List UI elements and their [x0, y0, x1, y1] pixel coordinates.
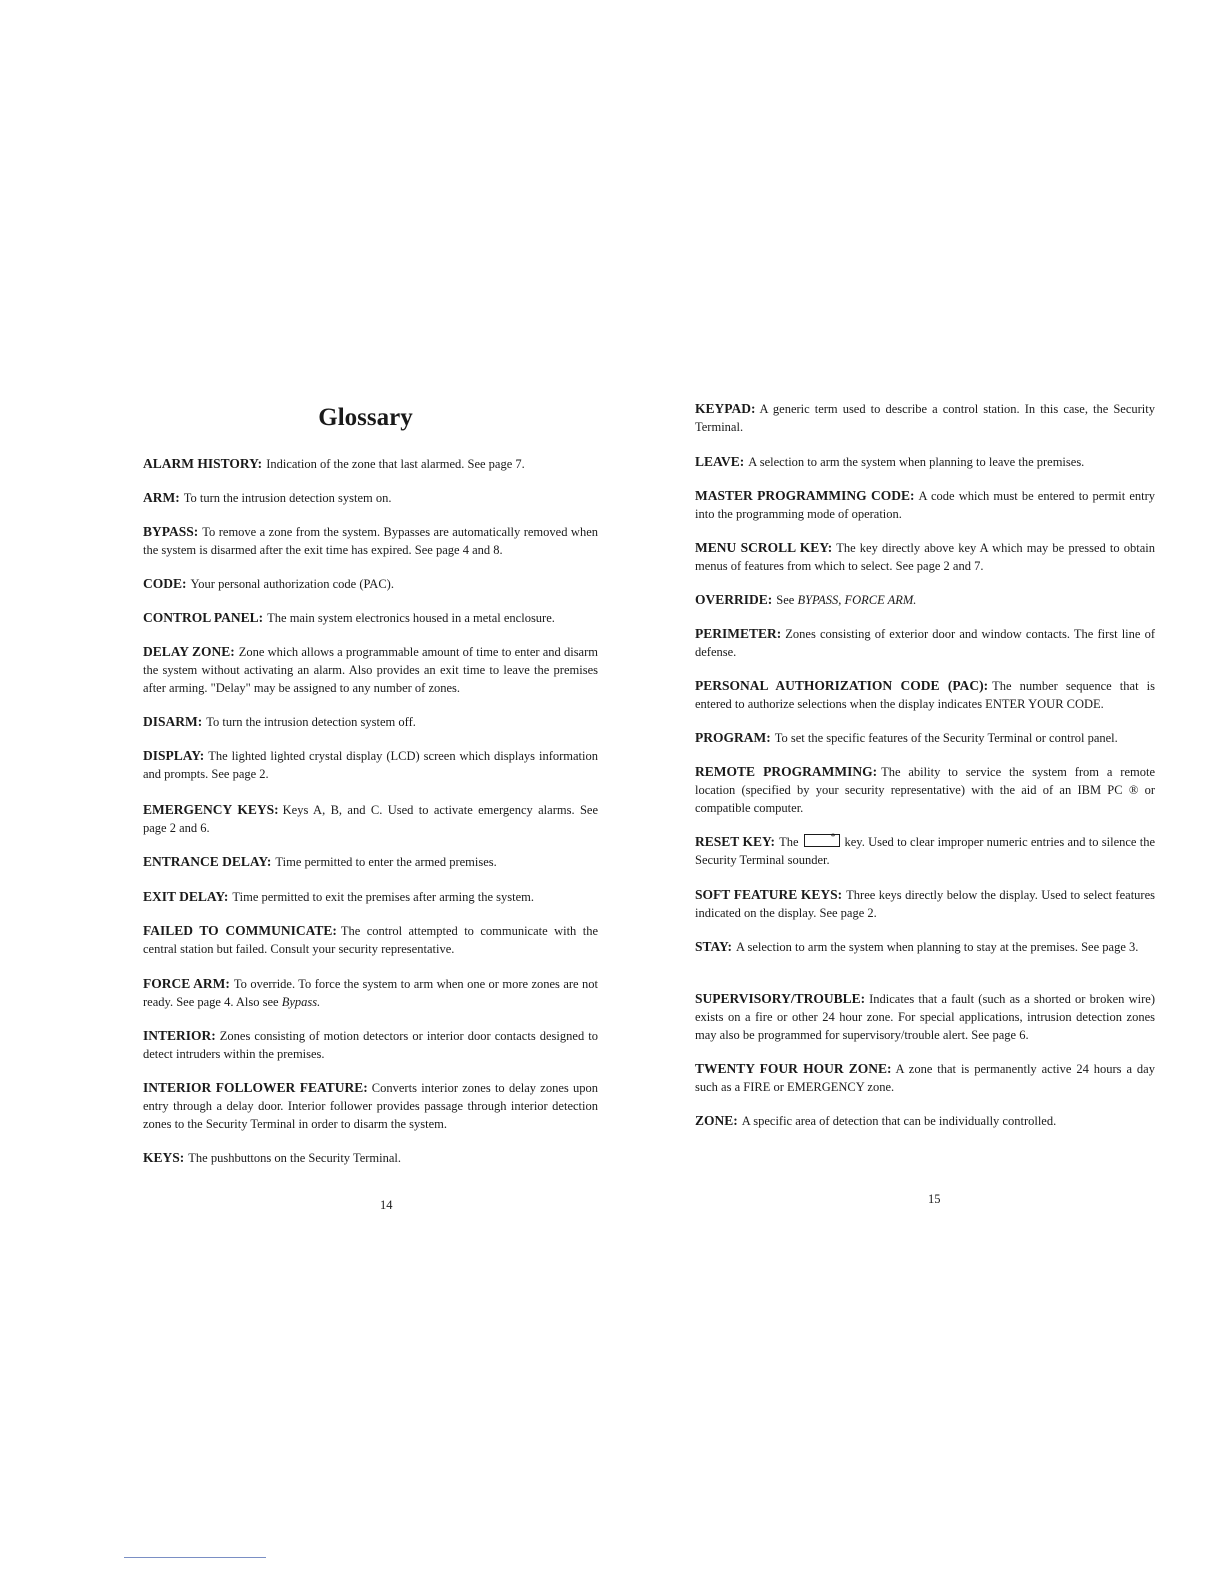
glossary-entry-force-arm [143, 975, 598, 1011]
glossary-term: INTERIOR: [143, 1028, 216, 1043]
glossary-term: KEYS: [143, 1150, 185, 1165]
glossary-term: STAY: [695, 939, 733, 954]
glossary-entry-master-programming-code [695, 487, 1155, 523]
glossary-entry-personal-authorization-code [695, 677, 1155, 713]
glossary-definition: Time permitted to enter the armed premises. [275, 855, 497, 869]
glossary-definition: Keys A, B, and C. Used to activate emergency alarms. See page 2 and 6. [143, 803, 598, 835]
glossary-definition: The key directly above key A which may be pressed to obtain menus of features from which to select. See page 2 and 7. [695, 541, 1155, 573]
glossary-title: Glossary [318, 404, 413, 431]
glossary-definition: A code which must be entered to permit entry into the programming mode of operation. [695, 489, 1155, 521]
glossary-definition: A selection to arm the system when planning to stay at the premises. See page 3. [736, 940, 1139, 954]
glossary-term: MENU SCROLL KEY: [695, 540, 833, 555]
glossary-definition: Zone which allows a programmable amount of time to enter and disarm the system without activating an alarm. Also provides an exit time to leave the premises after arming. "Delay" may be assigned to any number of zones. [143, 645, 598, 695]
glossary-entry-failed-to-communicate [143, 922, 598, 958]
glossary-definition: To remove a zone from the system. Bypasses are automatically removed when the system is disarmed after the exit time has expired. See page 4 and 8. [143, 525, 598, 557]
glossary-term: INTERIOR FOLLOWER FEATURE: [143, 1080, 368, 1095]
glossary-entry-reset-key [695, 833, 1155, 869]
footer-rule [124, 1557, 266, 1558]
glossary-definition: To set the specific features of the Security Terminal or control panel. [774, 731, 1118, 745]
glossary-term: REMOTE PROGRAMMING: [695, 764, 878, 779]
glossary-cross-reference: Bypass. [281, 995, 321, 1009]
glossary-entry-soft-feature-keys [695, 886, 1155, 922]
glossary-term: EXIT DELAY: [143, 889, 229, 904]
glossary-entry-keypad [695, 400, 1155, 436]
glossary-entry-exit-delay [143, 888, 598, 906]
glossary-definition: To override. To force the system to arm when one or more zones are not ready. See page 4. Also see [143, 977, 598, 1009]
glossary-entry-leave [695, 453, 1155, 471]
glossary-term: TWENTY FOUR HOUR ZONE: [695, 1061, 892, 1076]
glossary-definition: Zones consisting of exterior door and window contacts. The first line of defense. [695, 627, 1155, 659]
glossary-entry-control-panel [143, 609, 598, 627]
glossary-entry-disarm [143, 713, 598, 731]
page-number: 14 [380, 1198, 393, 1212]
glossary-term: EMERGENCY KEYS: [143, 802, 279, 817]
glossary-term: SUPERVISORY/TROUBLE: [695, 991, 866, 1006]
glossary-term: ALARM HISTORY: [143, 456, 263, 471]
glossary-term: BYPASS: [143, 524, 199, 539]
glossary-definition-before: The [779, 835, 799, 849]
glossary-term: SOFT FEATURE KEYS: [695, 887, 843, 902]
glossary-definition: The pushbuttons on the Security Terminal. [188, 1151, 402, 1165]
star-key-icon [804, 834, 840, 847]
glossary-term: PERIMETER: [695, 626, 782, 641]
glossary-term: CONTROL PANEL: [143, 610, 264, 625]
glossary-entry-code [143, 575, 598, 593]
glossary-definition: key. Used to clear improper numeric entries and to silence the Security Terminal sounder. [695, 835, 1155, 867]
page-number: 15 [928, 1192, 941, 1206]
glossary-term: ENTRANCE DELAY: [143, 854, 272, 869]
glossary-term: ZONE: [695, 1113, 738, 1128]
glossary-term: MASTER PROGRAMMING CODE: [695, 488, 915, 503]
glossary-definition: Indicates that a fault (such as a shorted or broken wire) exists on a fire or other 24 hour zone. For special applications, intrusion detection zones may also be programmed for supervisory/trouble alert. See page 6. [695, 992, 1155, 1042]
glossary-entry-interior [143, 1027, 598, 1063]
glossary-entry-bypass [143, 523, 598, 559]
glossary-entry-menu-scroll-key [695, 539, 1155, 575]
glossary-definition: Indication of the zone that last alarmed. See page 7. [266, 457, 525, 471]
glossary-entry-override [695, 591, 1155, 609]
glossary-term: OVERRIDE: [695, 592, 773, 607]
glossary-entry-alarm-history [143, 455, 598, 473]
glossary-entry-delay-zone [143, 643, 598, 697]
glossary-definition: To turn the intrusion detection system off. [206, 715, 416, 729]
glossary-term: PROGRAM: [695, 730, 771, 745]
glossary-entry-display [143, 747, 598, 783]
glossary-definition: Zones consisting of motion detectors or interior door contacts designed to detect intruders within the premises. [143, 1029, 598, 1061]
glossary-entry-twenty-four-hour-zone [695, 1060, 1155, 1096]
glossary-entry-keys [143, 1149, 598, 1167]
glossary-entry-arm [143, 489, 598, 507]
glossary-definition: The number sequence that is entered to authorize selections when the display indicates ENTER YOUR CODE. [695, 679, 1155, 711]
glossary-term: RESET KEY: [695, 834, 776, 849]
glossary-term: CODE: [143, 576, 187, 591]
glossary-entry-supervisory-trouble [695, 990, 1155, 1044]
glossary-entry-entrance-delay [143, 853, 598, 871]
glossary-entry-stay [695, 938, 1155, 956]
glossary-definition: A zone that is permanently active 24 hours a day such as a FIRE or EMERGENCY zone. [695, 1062, 1155, 1094]
glossary-entry-program [695, 729, 1155, 747]
glossary-entry-perimeter [695, 625, 1155, 661]
glossary-term: DELAY ZONE: [143, 644, 235, 659]
glossary-term: DISARM: [143, 714, 203, 729]
glossary-entry-remote-programming [695, 763, 1155, 817]
glossary-term: LEAVE: [695, 454, 745, 469]
glossary-definition: The lighted lighted crystal display (LCD) screen which displays information and prompts. See page 2. [143, 749, 598, 781]
glossary-term: KEYPAD: [695, 401, 756, 416]
glossary-definition: A generic term used to describe a control station. In this case, the Security Terminal. [695, 402, 1155, 434]
glossary-definition: Three keys directly below the display. Used to select features indicated on the display. See page 2. [695, 888, 1155, 920]
glossary-definition: Your personal authorization code (PAC). [190, 577, 394, 591]
key-symbol: * [830, 832, 836, 843]
glossary-term: FAILED TO COMMUNICATE: [143, 923, 337, 938]
glossary-definition: To turn the intrusion detection system on. [183, 491, 392, 505]
glossary-definition: Time permitted to exit the premises after arming the system. [232, 890, 534, 904]
glossary-entry-zone [695, 1112, 1155, 1130]
glossary-entry-interior-follower-feature [143, 1079, 598, 1133]
glossary-term: FORCE ARM: [143, 976, 230, 991]
glossary-definition: The ability to service the system from a remote location (specified by your security representative) with the aid of an IBM PC ® or compatible computer. [695, 765, 1155, 815]
glossary-entry-emergency-keys [143, 801, 598, 837]
glossary-term: ARM: [143, 490, 180, 505]
glossary-definition: The main system electronics housed in a metal enclosure. [267, 611, 555, 625]
glossary-term: PERSONAL AUTHORIZATION CODE (PAC): [695, 678, 989, 693]
glossary-term: DISPLAY: [143, 748, 205, 763]
glossary-definition: Converts interior zones to delay zones upon entry through a delay door. Interior follower provides passage through interior detection zones to the Security Terminal in order to disarm the system. [143, 1081, 598, 1131]
glossary-cross-reference: BYPASS, FORCE ARM. [797, 593, 917, 607]
glossary-definition: A selection to arm the system when planning to leave the premises. [748, 455, 1085, 469]
glossary-definition: The control attempted to communicate with the central station but failed. Consult your security representative. [143, 924, 598, 956]
glossary-definition: A specific area of detection that can be individually controlled. [741, 1114, 1057, 1128]
glossary-definition: See [776, 593, 795, 607]
